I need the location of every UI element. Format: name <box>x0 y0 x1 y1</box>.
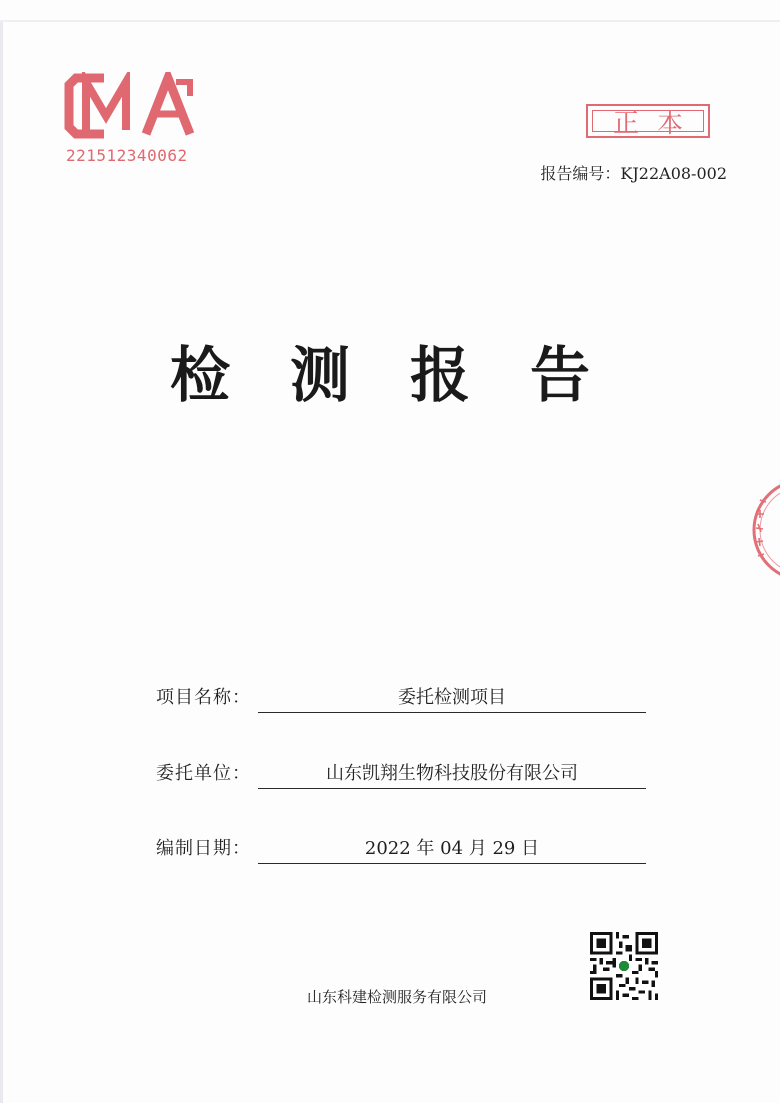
field-label: 委托单位： <box>156 763 251 784</box>
report-title-text: 检测报告 <box>170 341 650 411</box>
stamp-text: 正本 <box>612 108 701 139</box>
field-value: 山东凯翔生物科技股份有限公司 <box>258 759 646 789</box>
field-date <box>156 834 648 864</box>
cma-certificate-number: 221512340062 <box>66 146 188 165</box>
field-client <box>156 759 648 789</box>
cma-logo-icon <box>64 72 198 140</box>
field-label: 项目名称： <box>156 687 251 708</box>
field-value: 委托检测项目 <box>258 683 646 713</box>
qr-code-icon[interactable] <box>590 932 658 1000</box>
report-title <box>0 328 780 414</box>
report-number: 报告编号：KJ22A08-002 <box>540 164 727 183</box>
scan-edge-left <box>0 22 3 1103</box>
field-value: 2022 年 04 月 29 日 <box>258 834 646 864</box>
original-copy-stamp <box>586 104 710 138</box>
field-label: 编制日期： <box>156 838 251 859</box>
issuer-name: 山东科建检测服务有限公司 <box>306 988 487 1006</box>
partial-seal-icon <box>746 478 780 582</box>
field-project-name <box>156 683 648 713</box>
scan-edge-top <box>0 20 780 22</box>
